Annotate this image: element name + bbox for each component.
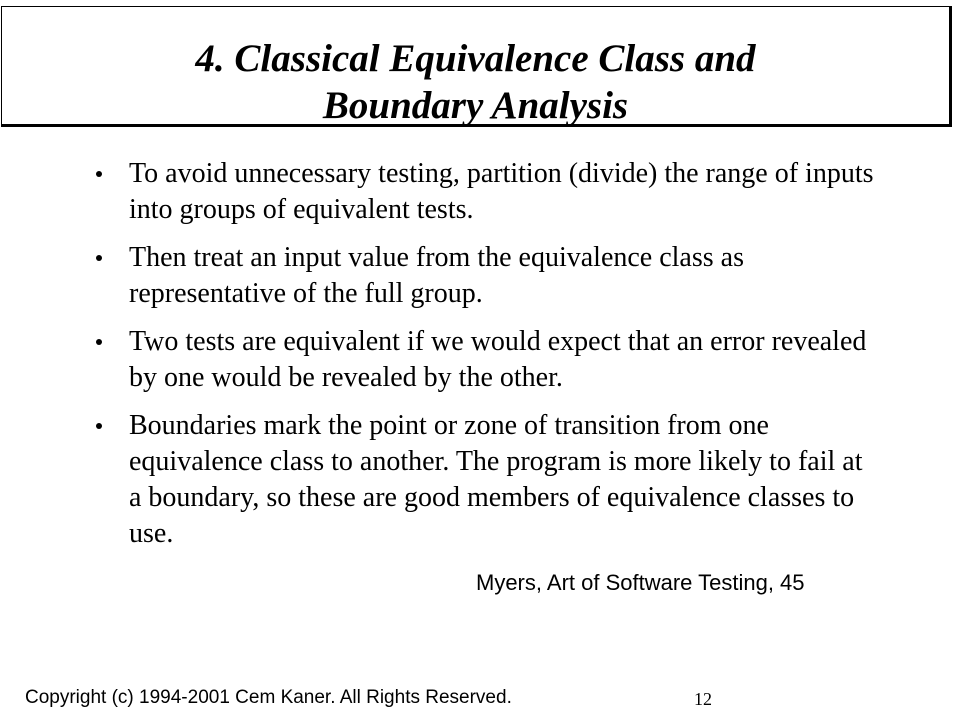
- bullet-list: [96, 156, 876, 564]
- slide-title-line-2: Boundary Analysis: [322, 84, 629, 127]
- bullet-item: [96, 324, 876, 396]
- bullet-dot-icon: [96, 255, 102, 261]
- slide-title-line-1: 4. Classical Equivalence Class and: [195, 37, 756, 80]
- bullet-dot-icon: [96, 423, 102, 429]
- bullet-dot-icon: [96, 339, 102, 345]
- bullet-text: Then treat an input value from the equivalence class as representative of the full group.: [129, 242, 744, 309]
- title-box: [1, 6, 952, 127]
- copyright-footer: Copyright (c) 1994-2001 Cem Kaner. All Rights Reserved.: [25, 687, 512, 708]
- bullet-item: [96, 240, 876, 312]
- bullet-dot-icon: [96, 171, 102, 177]
- bullet-item: [96, 408, 876, 552]
- bullet-text: To avoid unnecessary testing, partition (divide) the range of inputs into groups of equivalent tests.: [129, 158, 874, 225]
- page-number: 12: [694, 689, 712, 709]
- bullet-item: [96, 156, 876, 228]
- bullet-text: Two tests are equivalent if we would expect that an error revealed by one would be revealed by the other.: [129, 326, 867, 393]
- slide-title: [2, 35, 949, 129]
- bullet-text: Boundaries mark the point or zone of transition from one equivalence class to another. The program is more likely to fail at a boundary, so these are good members of equivalence classes to use.: [129, 410, 863, 549]
- citation: Myers, Art of Software Testing, 45: [476, 570, 805, 595]
